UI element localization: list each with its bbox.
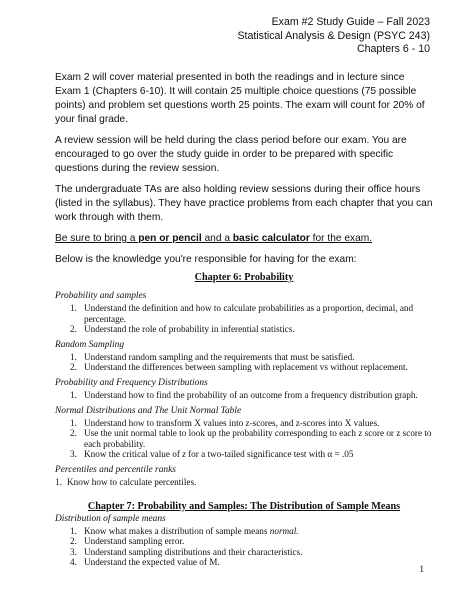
page-header	[130, 16, 430, 57]
list-item: 1. Know what makes a distribution of sample means normal.	[70, 525, 299, 536]
ta-sessions-paragraph: The undergraduate TAs are also holding review sessions during their office hours (listed in the syllabus). They have practice problems from each chapter that you can work through with them.	[55, 184, 433, 223]
section-heading: Normal Distributions and The Unit Normal Table	[55, 405, 242, 416]
bring-supplies-paragraph	[55, 232, 433, 246]
bring-text-3: for the exam.	[309, 233, 373, 244]
section-heading: Random Sampling	[55, 339, 125, 350]
section-list	[55, 390, 433, 401]
list-item: 3. Know the critical value of z for a two-tailed significance test with α = .05	[70, 449, 354, 460]
list-item: 2. Understand sampling error.	[70, 536, 185, 547]
section-list	[55, 418, 433, 460]
list-item: 1. Understand how to transform X values into z-scores, and z-scores into X values.	[70, 417, 380, 428]
section-heading: Probability and Frequency Distributions	[55, 377, 208, 388]
list-item: 1. Understand random sampling and the requirements that must be satisfied.	[70, 351, 355, 362]
list-item: 3. Understand sampling distributions and their characteristics.	[70, 546, 303, 557]
intro-paragraph: Exam 2 will cover material presented in both the readings and in lecture since Exam 1 (Chapters 6-10). It will contain 25 multiple choice questions (75 possible points) and problem set questions worth 25 points. The exam will count for 20% of your final grade.	[55, 72, 425, 125]
list-item: 2. Use the unit normal table to look up the probability corresponding to each z score or z score to each probability.	[70, 428, 432, 449]
chapter-6-heading: Chapter 6: Probability	[194, 272, 294, 283]
section-heading: Distribution of sample means	[55, 513, 166, 524]
header-exam-title: Exam #2 Study Guide – Fall 2023	[271, 16, 430, 28]
section-heading: Probability and samples	[55, 291, 147, 301]
document-body	[55, 71, 433, 573]
bring-text-2: and a	[201, 233, 233, 244]
chapter-7-heading: Chapter 7: Probability and Samples: The Distribution of Sample Means	[87, 500, 401, 512]
header-chapters: Chapters 6 - 10	[356, 43, 430, 56]
section-heading: Percentiles and percentile ranks	[55, 464, 176, 475]
header-course: Statistical Analysis & Design (PSYC 243)	[237, 29, 430, 42]
basic-calculator-text: basic calculator	[232, 233, 310, 244]
knowledge-intro-paragraph: Below is the knowledge you're responsible for having for the exam:	[55, 254, 357, 265]
bring-text-1: Be sure to bring a	[55, 233, 139, 244]
list-item: 1. Understand the definition and how to calculate probabilities as a proportion, decimal, and percentage.	[70, 303, 414, 324]
section-list	[55, 477, 433, 488]
section-list	[55, 303, 433, 335]
section-list	[55, 352, 433, 373]
list-item: 1. Know how to calculate percentiles.	[55, 476, 197, 487]
list-item: 4. Understand the expected value of M.	[70, 557, 220, 568]
pen-or-pencil-text: pen or pencil	[138, 233, 202, 244]
list-item: 1. Understand how to find the probability of an outcome from a frequency distribution graph.	[70, 389, 418, 400]
section-list	[55, 526, 433, 568]
page-number: 1	[419, 565, 424, 575]
list-item: 2. Understand the differences between sampling with replacement vs without replacement.	[70, 362, 408, 373]
review-session-paragraph: A review session will be held during the class period before our exam. You are encouraged to go over the study guide in order to be prepared with specific questions during the review session.	[55, 135, 407, 174]
list-item: 2. Understand the role of probability in inferential statistics.	[70, 324, 295, 335]
